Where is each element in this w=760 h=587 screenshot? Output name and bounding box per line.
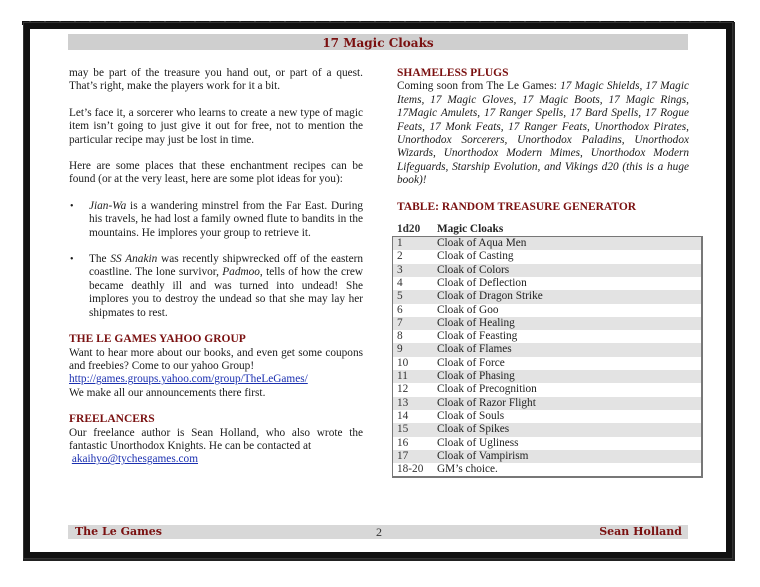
table-row — [393, 237, 701, 250]
item-cell: Cloak of Casting — [437, 250, 514, 263]
column-header-item: Magic Cloaks — [437, 223, 504, 236]
plot-idea-text: was recently shipwrecked off of the eastern coastline. The lone survivor, — [89, 253, 363, 279]
item-cell: Cloak of Feasting — [437, 330, 518, 343]
table-row — [393, 304, 701, 317]
plot-ideas-list — [69, 200, 363, 320]
plugs-intro: Coming soon from The Le Games: — [397, 80, 561, 93]
table-row — [393, 437, 701, 450]
item-cell: Cloak of Force — [437, 356, 505, 369]
page-title: 17 Magic Cloaks — [322, 36, 434, 50]
roll-cell: 18-20 — [397, 463, 424, 476]
item-cell: GM’s choice. — [437, 463, 498, 476]
table-row — [393, 330, 701, 343]
roll-cell: 9 — [397, 343, 403, 356]
roll-cell: 5 — [397, 290, 403, 303]
freelancers-text: Our freelance author is Sean Holland, who also wrote the fantastic Unorthodox Knights. He can be contacted at — [69, 426, 363, 452]
item-cell: Cloak of Deflection — [437, 276, 527, 289]
left-column — [69, 67, 363, 467]
table-row — [393, 250, 701, 263]
roll-cell: 13 — [397, 396, 409, 409]
character-name: Padmoo — [222, 266, 260, 279]
intro-paragraph-2: Let’s face it, a sorcerer who learns to create a new type of magic item isn’t going to just give it out for free, not to mention the particular recipe may just be lost in time. — [69, 106, 363, 146]
roll-cell: 16 — [397, 436, 409, 449]
table-row — [393, 410, 701, 423]
roll-cell: 6 — [397, 303, 403, 316]
table-row — [393, 423, 701, 436]
roll-cell: 7 — [397, 316, 403, 329]
item-cell: Cloak of Goo — [437, 303, 499, 316]
item-cell: Cloak of Healing — [437, 316, 515, 329]
table-row — [393, 383, 701, 396]
roll-cell: 17 — [397, 449, 409, 462]
roll-cell: 14 — [397, 409, 409, 422]
plot-idea-item — [89, 253, 363, 320]
freelancers-section — [69, 427, 363, 467]
table-row — [393, 450, 701, 463]
page-header-bar — [68, 34, 688, 50]
item-cell: Cloak of Souls — [437, 409, 505, 422]
yahoo-group-note: We make all our announcements there first. — [69, 386, 266, 399]
treasure-table-header — [397, 223, 689, 236]
treasure-table-heading: TABLE: RANDOM TREASURE GENERATOR — [397, 200, 637, 213]
author-email-link[interactable]: akaihyo@tychesgames.com — [71, 453, 198, 466]
item-cell: Cloak of Ugliness — [437, 436, 519, 449]
table-row — [393, 290, 701, 303]
plot-idea-item — [89, 200, 363, 240]
yahoo-group-heading: THE LE GAMES YAHOO GROUP — [69, 333, 246, 346]
upcoming-titles: 17 Magic Shields, 17 Magic Items, 17 Magic Gloves, 17 Magic Boots, 17 Magic Rings, 17Magic Amulets, 17 Ranger Spells, 17 Bard Spells, 17 Rogue Feats, 17 Monk Feats, 17 Ranger Feats, Unorthodox Pirates, Unorthodox Sorcerers, Unorthodox Paladins, Unorthodox Wizards, Unorthodox Modern Mimes, Unorthodox Modern Lifeguards, Starship Evolution, and Vikings d20 (this is a huge book)! — [397, 80, 689, 187]
intro-paragraph-3: Here are some places that these enchantment recipes can be found (or at the very least, here are some plot ideas for you): — [69, 160, 363, 186]
roll-cell: 8 — [397, 330, 403, 343]
table-row — [393, 463, 701, 476]
item-cell: Cloak of Phasing — [437, 370, 515, 383]
roll-cell: 4 — [397, 276, 403, 289]
roll-cell: 15 — [397, 423, 409, 436]
ship-name: SS Anakin — [110, 253, 158, 266]
yahoo-group-link[interactable]: http://games.groups.yahoo.com/group/TheLeGames/ — [69, 373, 308, 386]
freelancers-heading: FREELANCERS — [69, 413, 155, 426]
item-cell: Cloak of Precognition — [437, 383, 537, 396]
table-row — [393, 317, 701, 330]
roll-cell: 10 — [397, 356, 409, 369]
footer-author: Sean Holland — [599, 525, 682, 538]
item-cell: Cloak of Vampirism — [437, 449, 529, 462]
right-column — [397, 67, 689, 478]
plot-idea-text: , tells of how the crew became deathly ill and was turned into undead! She implores you to destroy the undead so that she may lay her shipmates to rest. — [89, 266, 363, 319]
table-row — [393, 277, 701, 290]
item-cell: Cloak of Razor Flight — [437, 396, 536, 409]
treasure-table — [392, 236, 703, 478]
item-cell: Cloak of Dragon Strike — [437, 290, 543, 303]
intro-paragraph-1: may be part of the treasure you hand out, or part of a quest. That’s right, make the players work for it a bit. — [69, 67, 363, 93]
roll-cell: 2 — [397, 250, 403, 263]
table-row — [393, 264, 701, 277]
plot-idea-text: is a wandering minstrel from the Far East. During his travels, he had lost a family owned flute to bandits in the mountains. He implores your group to retrieve it. — [89, 199, 363, 239]
table-row — [393, 343, 701, 356]
roll-cell: 12 — [397, 383, 409, 396]
page-number: 2 — [376, 525, 382, 539]
table-row — [393, 397, 701, 410]
item-cell: Cloak of Aqua Men — [437, 237, 527, 250]
item-cell: Cloak of Colors — [437, 263, 510, 276]
column-header-roll: 1d20 — [397, 223, 421, 236]
roll-cell: 3 — [397, 263, 403, 276]
item-cell: Cloak of Spikes — [437, 423, 510, 436]
shameless-plugs-text — [397, 80, 689, 187]
item-cell: Cloak of Flames — [437, 343, 512, 356]
character-name: Jian-Wa — [89, 199, 127, 212]
yahoo-group-section — [69, 347, 363, 401]
table-row — [393, 357, 701, 370]
shameless-plugs-heading: SHAMELESS PLUGS — [397, 67, 509, 79]
roll-cell: 1 — [397, 237, 403, 250]
yahoo-group-text: Want to hear more about our books, and even get some coupons and freebies? Come to our yahoo Group! — [69, 346, 363, 372]
plot-idea-prefix: The — [89, 253, 111, 266]
roll-cell: 11 — [397, 370, 408, 383]
footer-publisher: The Le Games — [75, 525, 162, 538]
page-footer-bar — [68, 525, 688, 539]
table-row — [393, 370, 701, 383]
